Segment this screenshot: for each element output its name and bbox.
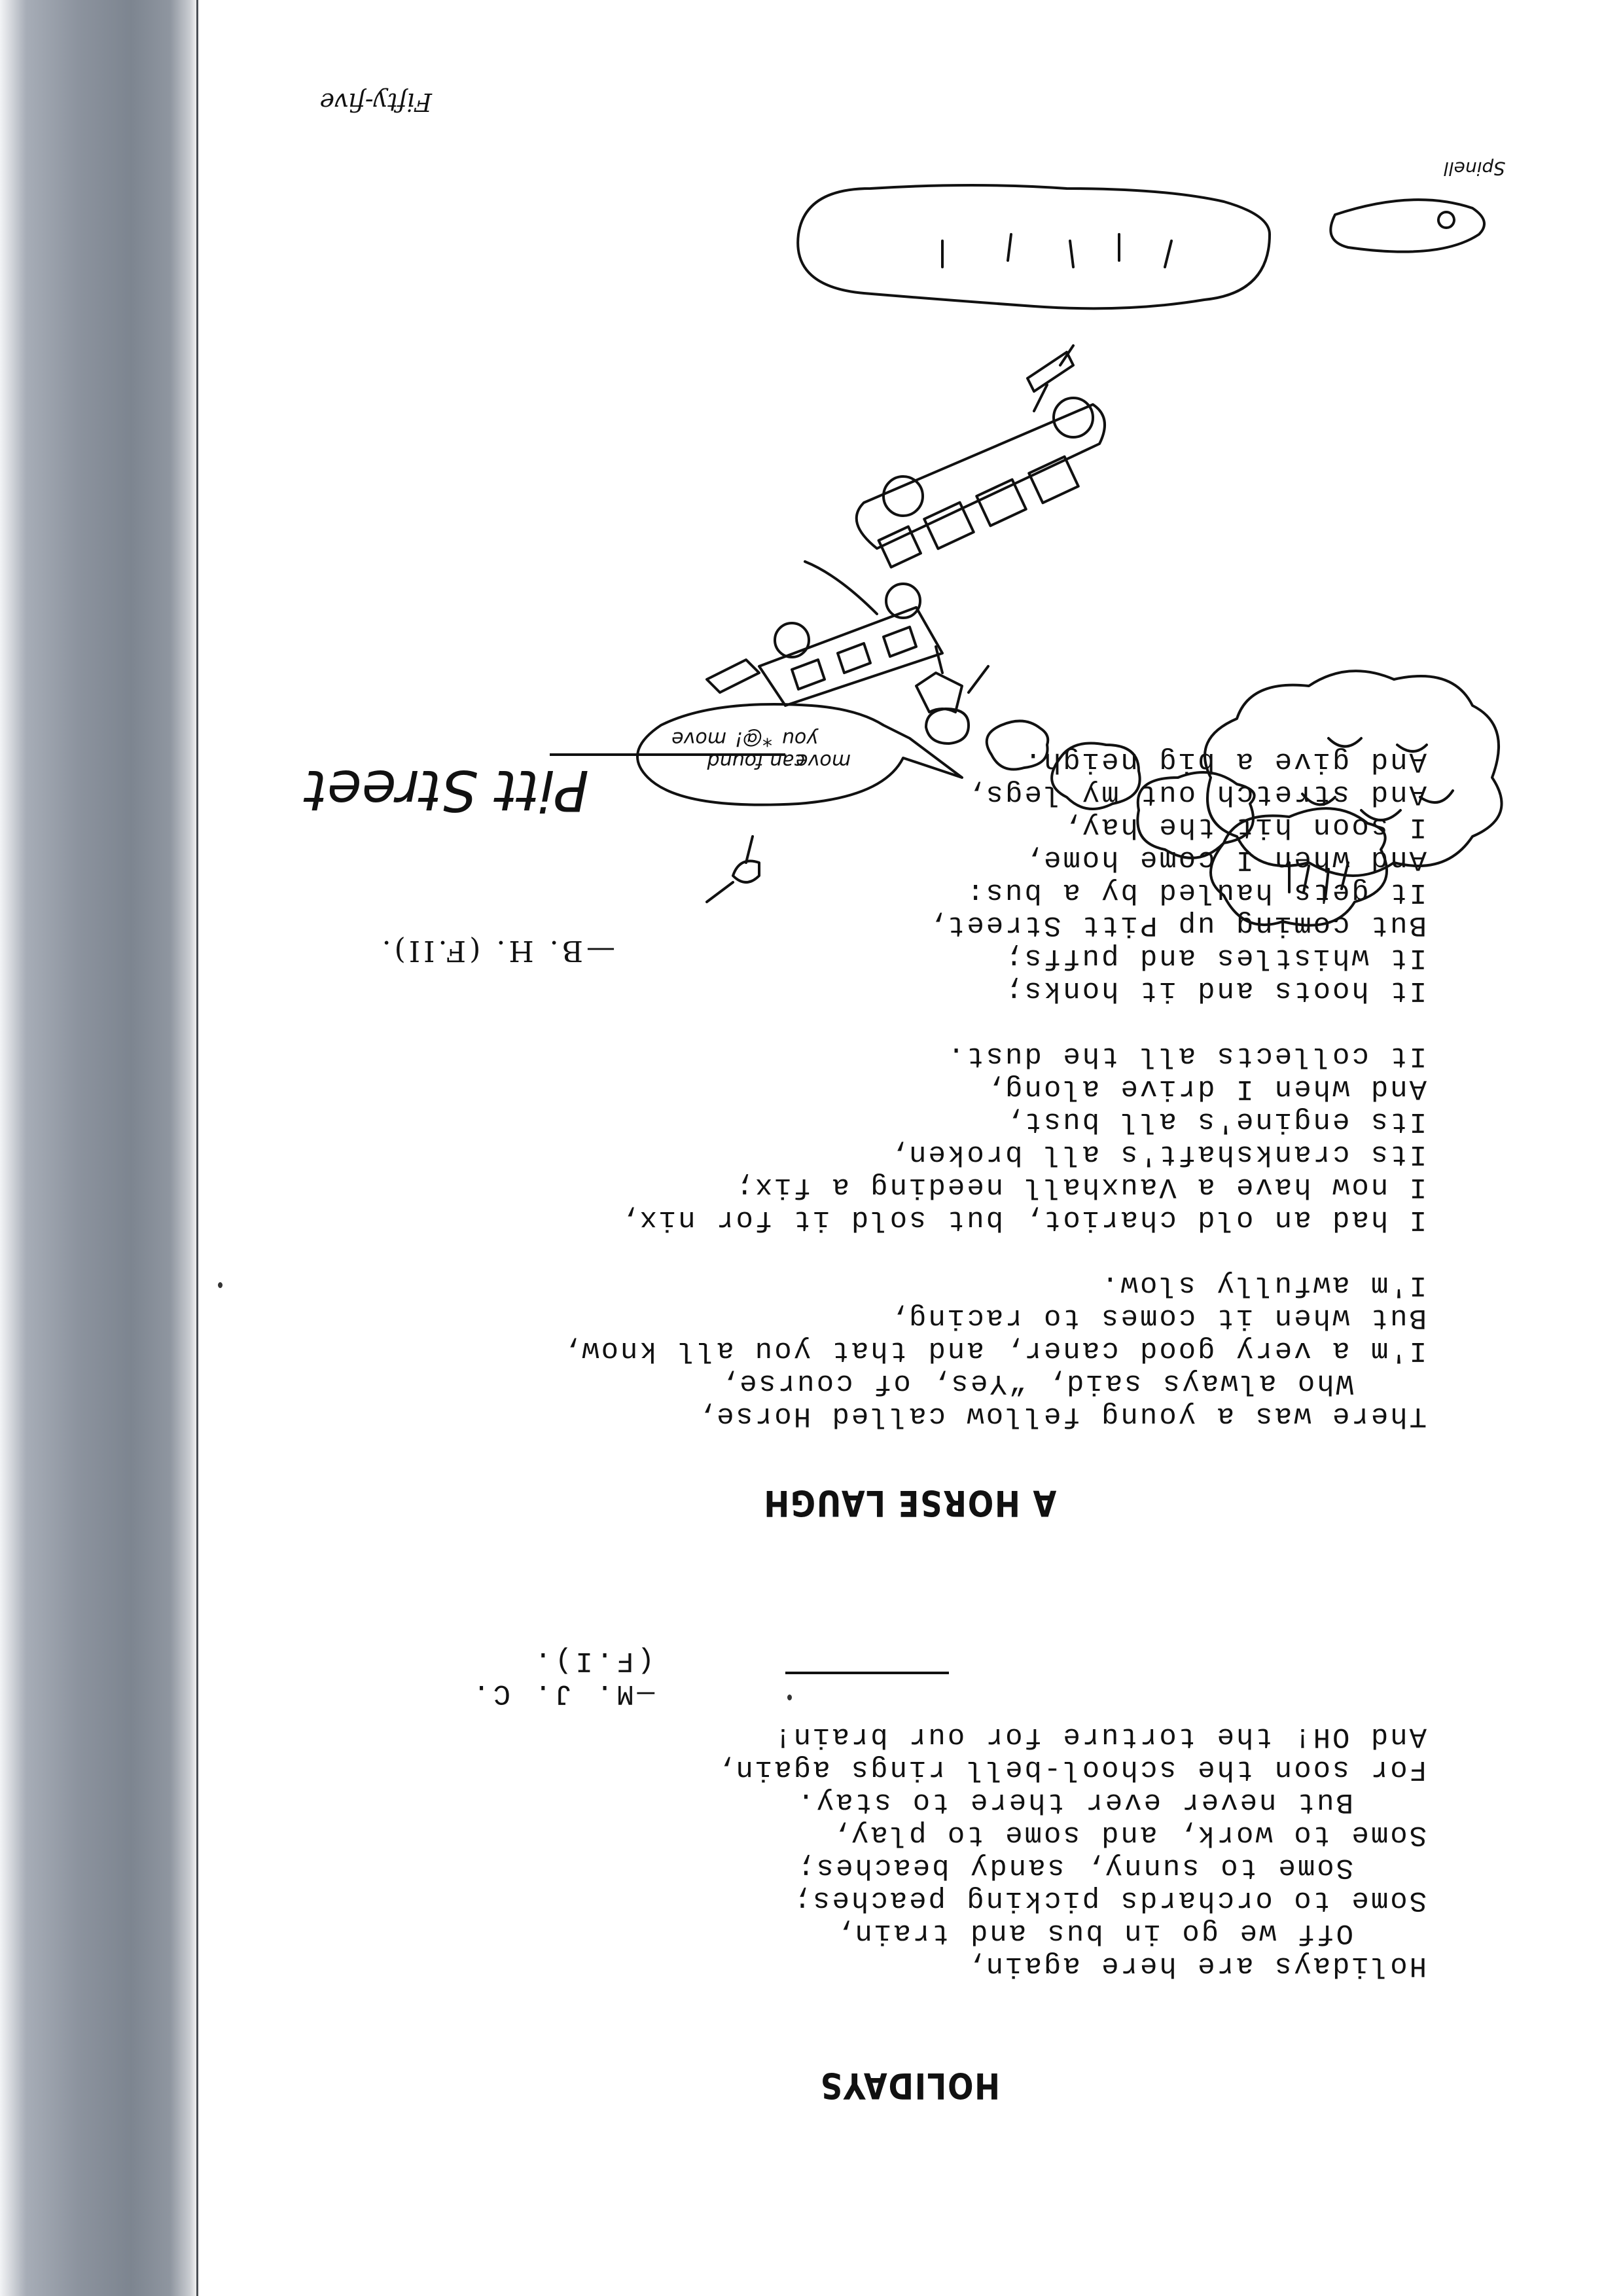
cloud-bottom (798, 185, 1270, 308)
street-label: Pitt Street (305, 757, 589, 823)
poem-line: Some to sunny, sandy beaches; (795, 1851, 1353, 1884)
horse-laugh-signature: —B. H. (F.II). (378, 934, 615, 967)
speech-bubble-line-4: *@! (734, 727, 772, 750)
holidays-title: HOLIDAYS (819, 2065, 1001, 2106)
ink-speck (787, 1695, 792, 1700)
horse-laugh-stanza-1 (445, 1268, 1427, 1432)
small-car-sketch (1330, 200, 1484, 252)
speech-bubble-line-1: move (796, 749, 851, 772)
holidays-poem (445, 1644, 1427, 1982)
poem-line: I had an old chariot, but sold it for nix, (618, 1203, 1427, 1236)
bus (857, 398, 1105, 567)
poem-line: It collects all the dust. (945, 1039, 1427, 1072)
poem-line: But coming up Pitt Street, (926, 908, 1427, 941)
poem-line: And when I drive along, (984, 1072, 1427, 1105)
holidays-signature: —M. J. C. (F.I). (469, 1644, 654, 1710)
poem-line: But when it comes to racing, (887, 1301, 1427, 1334)
page-number: Fifty-five (319, 88, 432, 117)
poem-line: And OH! the torture for our brain! (772, 1720, 1427, 1753)
horse-laugh-stanza-3 (445, 745, 1427, 1007)
poem-line: It hoots and it honks; (1003, 974, 1427, 1007)
poem-line: Some to orchards picking peaches; (791, 1884, 1427, 1916)
speech-bubble-line-5: move (671, 727, 726, 750)
horse-laugh-title: A HORSE LAUGH (762, 1482, 1057, 1524)
poem-line: And give a big neigh. (1022, 745, 1427, 778)
poem-line: But never ever there to stay. (795, 1785, 1353, 1818)
speech-bubble-line-3: you (781, 727, 818, 750)
poem-line: And when I come home, (1022, 843, 1427, 876)
insect-sketch (1027, 346, 1073, 411)
poem-line: I soon hit the hay, (1061, 810, 1427, 843)
horse-laugh-poem (445, 712, 1427, 1432)
poem-line: I'm awfully slow. (1099, 1268, 1427, 1301)
horse-laugh-stanza-2 (445, 1039, 1427, 1236)
speech-bubble-line-2: can found (707, 749, 805, 772)
poem-line: I now have a Vauxhall needing a fix; (734, 1170, 1427, 1203)
poem-line: Off we go in bus and train, (834, 1916, 1353, 1949)
poem-line: Its crankshaft's all broken, (887, 1138, 1427, 1170)
poem-line: Its engine's all bust, (1003, 1105, 1427, 1138)
poem-line: I'm a very good caner, and that you all know, (560, 1334, 1427, 1367)
crashed-car (707, 584, 942, 706)
poem-line: And stretch out my legs, (965, 778, 1427, 810)
poem-line: Who always said, “Yes, of course, (718, 1367, 1353, 1399)
poem-line: It gets hauled by a bus: (965, 876, 1427, 908)
poem-line: There was a young fellow called Horse, (695, 1399, 1427, 1432)
printed-page (196, 0, 1623, 2296)
poem-line: It whistles and puffs; (1003, 941, 1427, 974)
flying-rider (916, 647, 988, 712)
poem-line: For soon the school-bell rings again, (715, 1753, 1427, 1785)
poem-line: Holidays are here again, (965, 1949, 1427, 1982)
poem-line: Some to work, and some to play, (830, 1818, 1427, 1851)
tow-rope (805, 562, 877, 614)
artist-signature: Spinell (1444, 158, 1505, 179)
ink-speck (218, 1282, 223, 1288)
scanner-edge-shadow (0, 0, 196, 2296)
